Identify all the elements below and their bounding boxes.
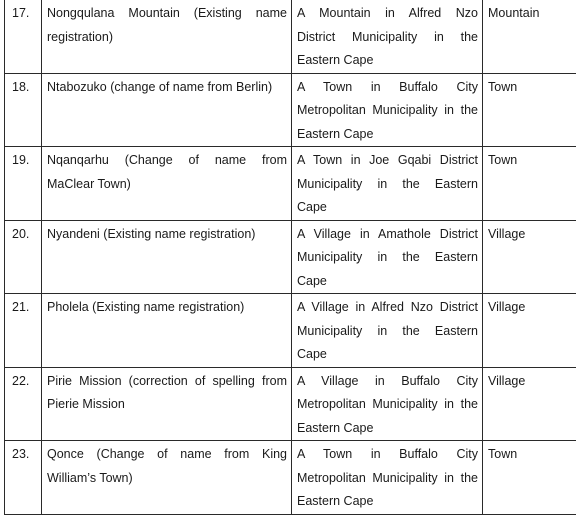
description-line: Municipality in the Eastern	[297, 320, 478, 344]
table-row	[5, 441, 576, 515]
description-line: Metropolitan Municipality in the	[297, 467, 478, 491]
description-line: Municipality in the Eastern	[297, 246, 478, 270]
place-description	[292, 73, 483, 147]
description-line: Metropolitan Municipality in the	[297, 393, 478, 417]
place-names-table	[4, 0, 576, 515]
place-name: Ntabozuko (change of name from Berlin)	[42, 73, 292, 147]
description-line: A Town in Joe Gqabi District	[297, 149, 478, 173]
description-line: A Village in Amathole District	[297, 223, 478, 247]
place-name: Nyandeni (Existing name registration)	[42, 220, 292, 294]
row-number: 20.	[5, 220, 42, 294]
table-row	[5, 0, 576, 73]
description-line: District Municipality in the	[297, 26, 478, 50]
place-type: Village	[483, 294, 576, 368]
description-line: A Town in Buffalo City	[297, 76, 478, 100]
row-number: 22.	[5, 367, 42, 441]
row-number: 17.	[5, 0, 42, 73]
description-line: Metropolitan Municipality in the	[297, 99, 478, 123]
description-line: A Town in Buffalo City	[297, 443, 478, 467]
place-type: Town	[483, 441, 576, 515]
description-line: Eastern Cape	[297, 490, 478, 514]
place-type: Village	[483, 220, 576, 294]
description-line: Cape	[297, 343, 478, 367]
table-row	[5, 220, 576, 294]
table-row	[5, 147, 576, 221]
place-type: Mountain	[483, 0, 576, 73]
row-number: 19.	[5, 147, 42, 221]
description-line: Cape	[297, 196, 478, 220]
description-line: A Mountain in Alfred Nzo	[297, 2, 478, 26]
place-name: Pholela (Existing name registration)	[42, 294, 292, 368]
place-name: Nqanqarhu (Change of name from MaClear Town)	[42, 147, 292, 221]
description-line: Eastern Cape	[297, 49, 478, 73]
place-type: Town	[483, 73, 576, 147]
description-line: Eastern Cape	[297, 417, 478, 441]
place-name: Nongqulana Mountain (Existing name registration)	[42, 0, 292, 73]
place-name: Qonce (Change of name from King William’s Town)	[42, 441, 292, 515]
row-number: 18.	[5, 73, 42, 147]
place-description	[292, 441, 483, 515]
table-row	[5, 294, 576, 368]
place-description	[292, 0, 483, 73]
place-description	[292, 147, 483, 221]
description-line: Cape	[297, 270, 478, 294]
description-line: Municipality in the Eastern	[297, 173, 478, 197]
description-line: Eastern Cape	[297, 123, 478, 147]
place-description	[292, 294, 483, 368]
place-type: Village	[483, 367, 576, 441]
place-type: Town	[483, 147, 576, 221]
row-number: 23.	[5, 441, 42, 515]
table-row	[5, 73, 576, 147]
table-row	[5, 367, 576, 441]
place-description	[292, 220, 483, 294]
place-name: Pirie Mission (correction of spelling from Pierie Mission	[42, 367, 292, 441]
place-description	[292, 367, 483, 441]
row-number: 21.	[5, 294, 42, 368]
description-line: A Village in Alfred Nzo District	[297, 296, 478, 320]
description-line: A Village in Buffalo City	[297, 370, 478, 394]
